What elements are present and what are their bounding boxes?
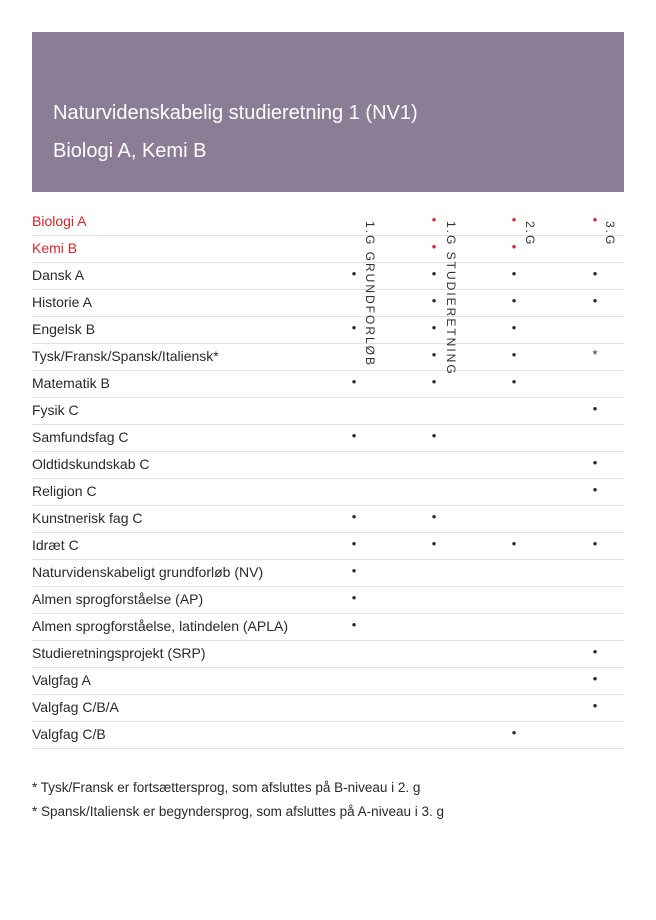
bullet-mark: •	[351, 590, 357, 605]
subject-name: Almen sprogforståelse, latindelen (APLA)	[32, 618, 289, 634]
subject-name: Kemi B	[32, 240, 78, 256]
bullet-mark: •	[511, 320, 517, 335]
title-banner	[32, 32, 624, 192]
bullet-mark: •	[351, 536, 357, 551]
bullet-mark: •	[592, 293, 598, 308]
footnote: * Tysk/Fransk er fortsættersprog, som afsluttes på B-niveau i 2. g	[32, 780, 421, 795]
bullet-mark: •	[431, 347, 437, 362]
bullet-mark: •	[592, 536, 598, 551]
subject-name: Almen sprogforståelse (AP)	[32, 591, 204, 607]
subject-name: Valgfag A	[32, 672, 91, 688]
bullet-mark: •	[592, 644, 598, 659]
table-row	[32, 587, 624, 614]
bullet-mark: •	[431, 293, 437, 308]
bullet-mark: •	[431, 239, 437, 254]
table-row	[32, 722, 624, 749]
table-row	[32, 479, 624, 506]
column-header-1g-grundforloeb: 1.G GRUNDFORLØB	[363, 221, 377, 368]
column-header-3g: 3.G	[603, 221, 617, 247]
table-row	[32, 614, 624, 641]
bullet-mark: •	[511, 725, 517, 740]
subject-name: Oldtidskundskab C	[32, 456, 150, 472]
page-subtitle: Biologi A, Kemi B	[53, 140, 207, 162]
subject-name: Fysik C	[32, 402, 79, 418]
bullet-mark: •	[431, 212, 437, 227]
table-row	[32, 695, 624, 722]
table-row	[32, 398, 624, 425]
bullet-mark: •	[351, 509, 357, 524]
asterisk-mark: *	[592, 347, 598, 362]
bullet-mark: •	[592, 266, 598, 281]
table-row	[32, 506, 624, 533]
table-row	[32, 560, 624, 587]
column-header-1g-studieretning: 1.G STUDIERETNING	[444, 221, 458, 376]
footnote: * Spansk/Italiensk er begyndersprog, som afsluttes på A-niveau i 3. g	[32, 804, 444, 819]
subject-name: Religion C	[32, 483, 97, 499]
table-row	[32, 452, 624, 479]
subject-name: Studieretningsprojekt (SRP)	[32, 645, 206, 661]
bullet-mark: •	[511, 347, 517, 362]
bullet-mark: •	[592, 212, 598, 227]
bullet-mark: •	[511, 374, 517, 389]
subject-name: Valgfag C/B/A	[32, 699, 119, 715]
column-header-2g: 2.G	[523, 221, 537, 247]
subject-name: Dansk A	[32, 267, 85, 283]
subject-name: Engelsk B	[32, 321, 96, 337]
bullet-mark: •	[351, 617, 357, 632]
bullet-mark: •	[431, 536, 437, 551]
bullet-mark: •	[511, 239, 517, 254]
subject-name: Kunstnerisk fag C	[32, 510, 143, 526]
bullet-mark: •	[511, 293, 517, 308]
subject-name: Samfundsfag C	[32, 429, 129, 445]
bullet-mark: •	[511, 266, 517, 281]
bullet-mark: •	[511, 536, 517, 551]
table-row	[32, 641, 624, 668]
bullet-mark: •	[511, 212, 517, 227]
bullet-mark: •	[592, 671, 598, 686]
bullet-mark: •	[351, 320, 357, 335]
subject-name: Idræt C	[32, 537, 79, 553]
bullet-mark: •	[431, 266, 437, 281]
bullet-mark: •	[351, 374, 357, 389]
table-row	[32, 344, 624, 371]
subject-name: Historie A	[32, 294, 92, 310]
bullet-mark: •	[592, 482, 598, 497]
subject-name: Tysk/Fransk/Spansk/Italiensk*	[32, 348, 219, 364]
subject-name: Matematik B	[32, 375, 110, 391]
bullet-mark: •	[592, 698, 598, 713]
bullet-mark: •	[431, 320, 437, 335]
table-row	[32, 290, 624, 317]
bullet-mark: •	[431, 374, 437, 389]
bullet-mark: •	[351, 266, 357, 281]
bullet-mark: •	[351, 428, 357, 443]
bullet-mark: •	[592, 455, 598, 470]
table-row	[32, 668, 624, 695]
table-row	[32, 317, 624, 344]
bullet-mark: •	[351, 563, 357, 578]
page-title: Naturvidenskabelig studieretning 1 (NV1)	[53, 102, 418, 124]
subject-name: Valgfag C/B	[32, 726, 106, 742]
footnotes	[32, 780, 444, 828]
table-row	[32, 425, 624, 452]
subject-name: Naturvidenskabeligt grundforløb (NV)	[32, 564, 264, 580]
subject-name: Biologi A	[32, 213, 87, 229]
bullet-mark: •	[592, 401, 598, 416]
subject-table	[32, 209, 624, 749]
table-row	[32, 533, 624, 560]
table-row	[32, 371, 624, 398]
bullet-mark: •	[431, 428, 437, 443]
bullet-mark: •	[431, 509, 437, 524]
table-row	[32, 263, 624, 290]
